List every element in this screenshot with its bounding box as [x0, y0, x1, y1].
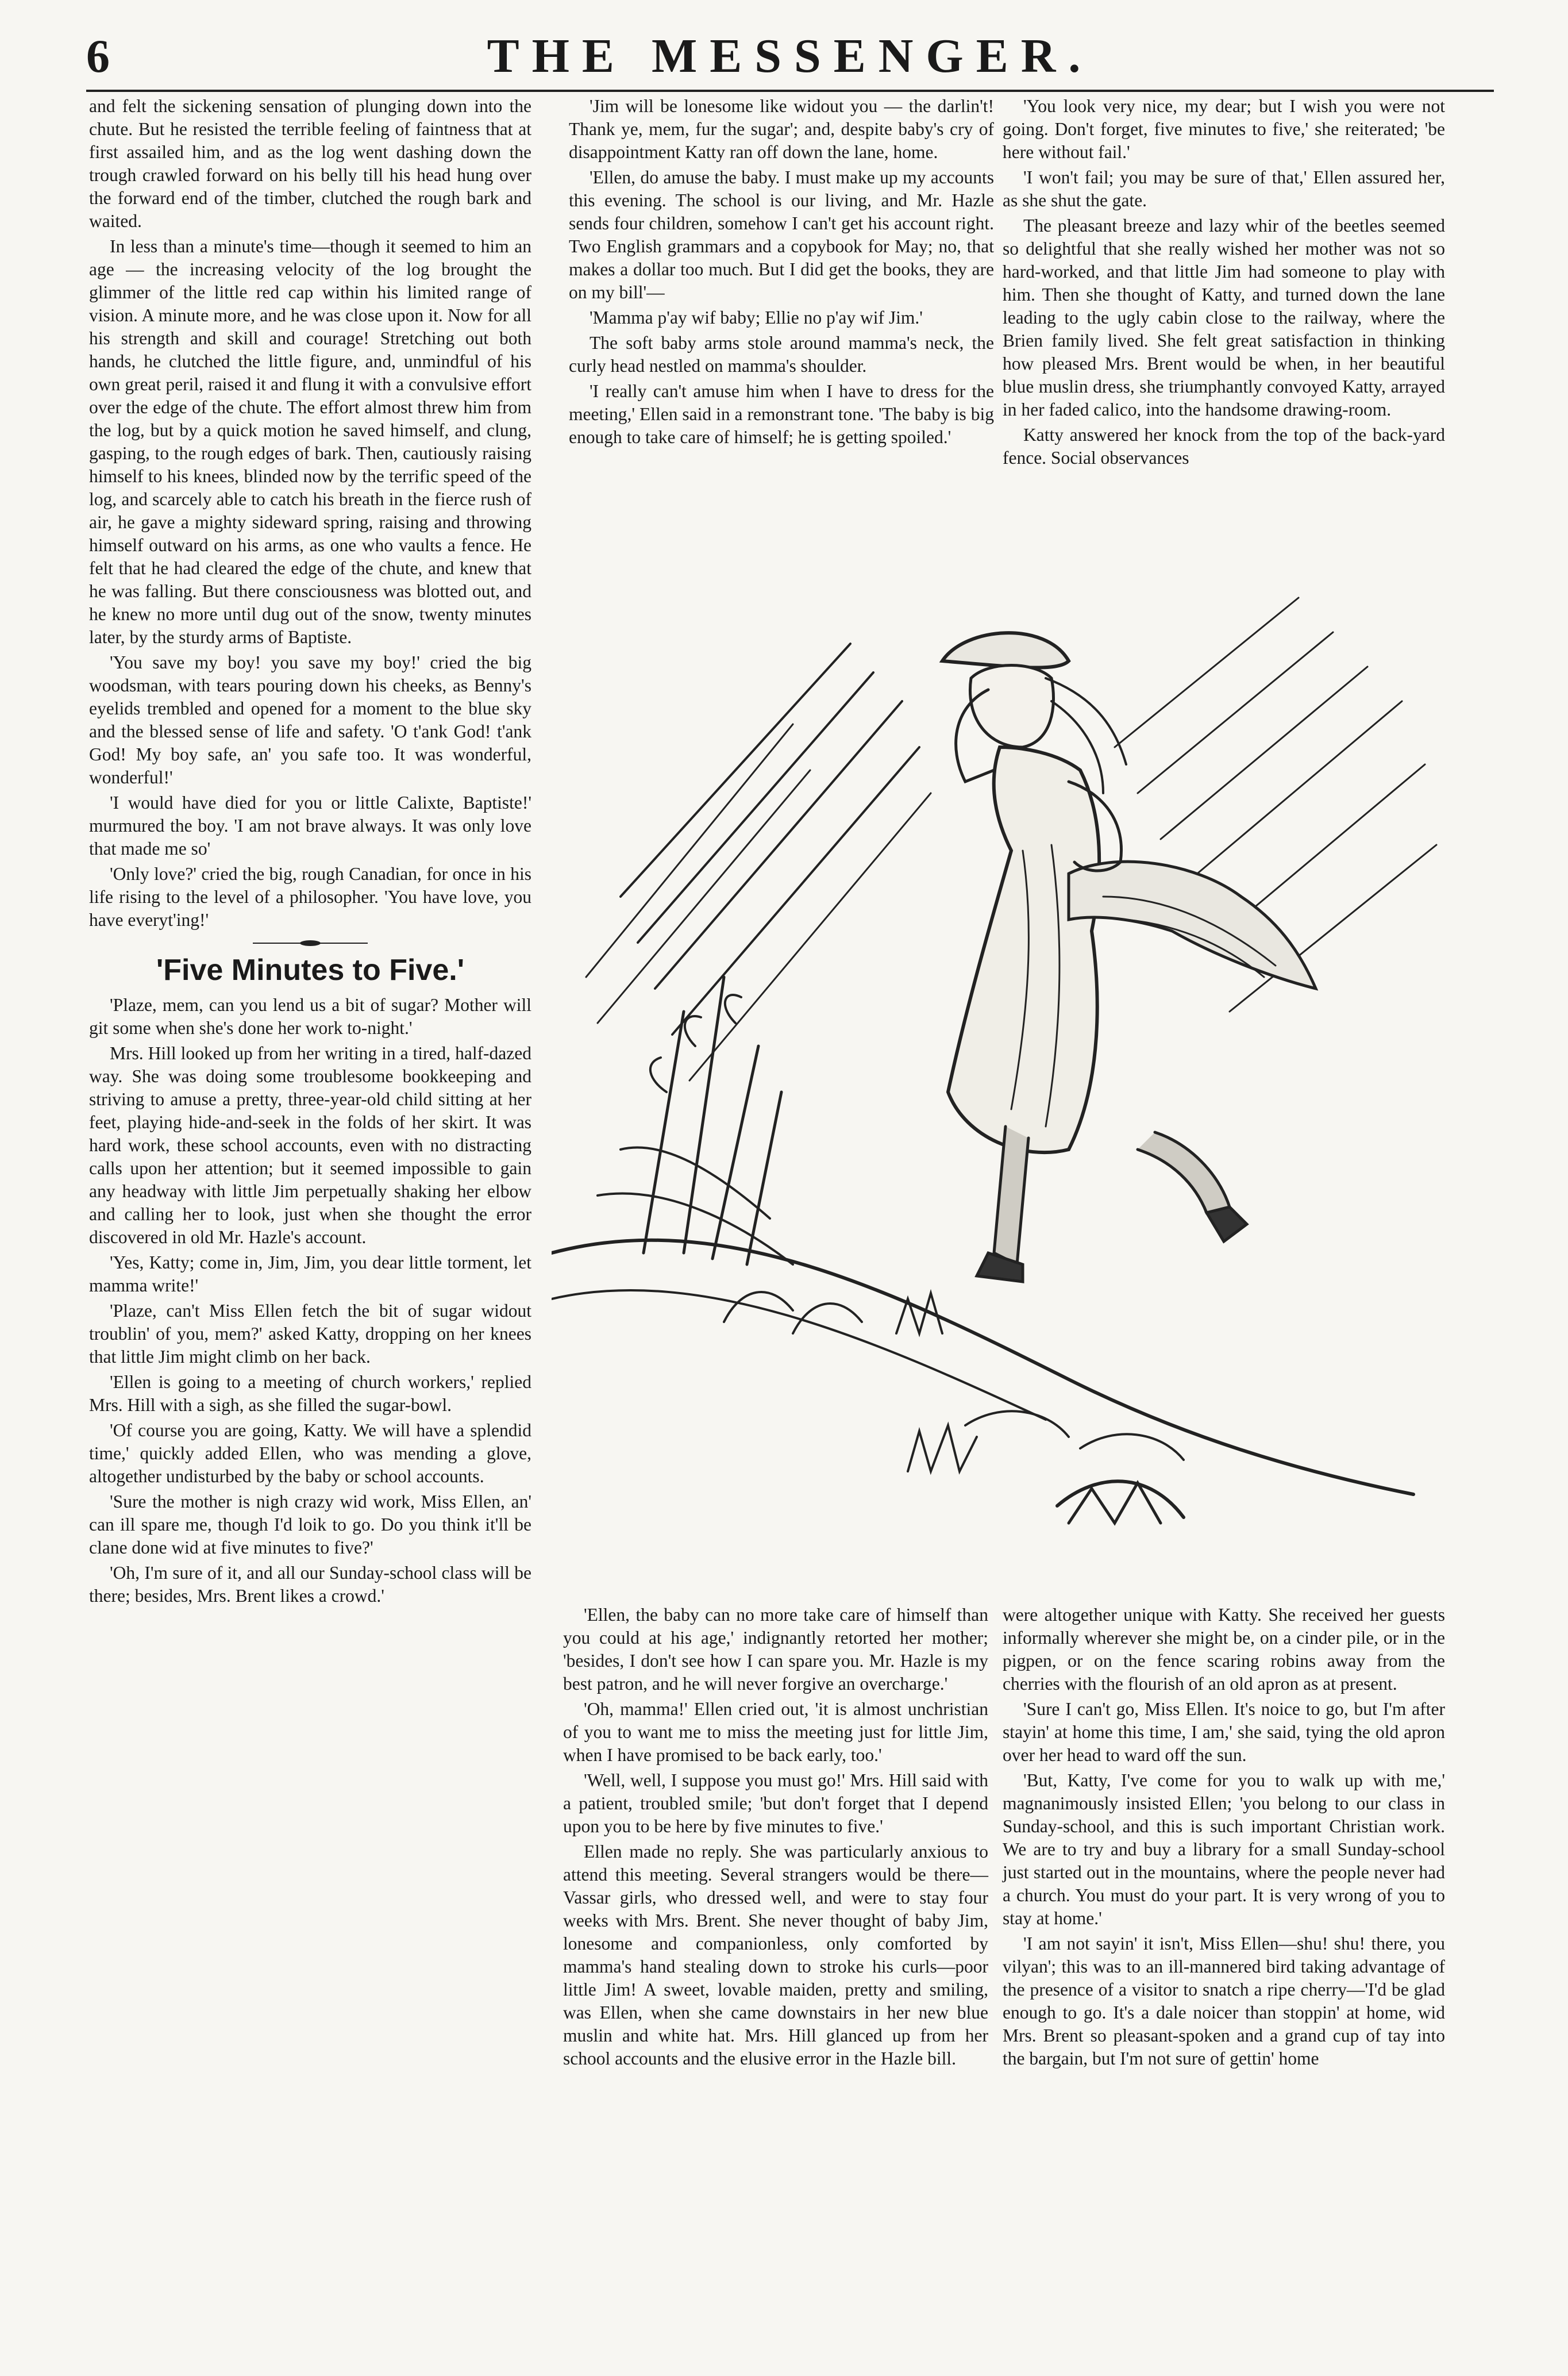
paragraph: Ellen made no reply. She was particularly anxious to attend this meeting. Several strangers would be there—Vassar girls, who dressed well, and were to stay four weeks with Mrs. Brent. She never thought of baby Jim, lonesome and companionless, only comforted by mamma's hand stealing down to stroke his curls—poor little Jim! A sweet, lovable maiden, pretty and smiling, was Ellen, when she came downstairs in her new blue muslin and white hat. Mrs. Hill glanced up from her school accounts and the elusive error in the Hazle bill. — [563, 1841, 988, 2069]
paragraph: 'Ellen is going to a meeting of church workers,' replied Mrs. Hill with a sigh, as she filled the sugar-bowl. — [89, 1372, 531, 1415]
paragraph: 'Well, well, I suppose you must go!' Mrs. Hill said with a patient, troubled smile; 'but don't forget that I depend upon you to be here by five minutes to five.' — [563, 1770, 988, 1836]
paragraph: and felt the sickening sensation of plunging down into the chute. But he resisted the terrible feeling of faintness that at first assailed him, and as the log went dashing down the trough crawled forward on his belly till his head hung over the forward end of the timber, clutched the rough bark and waited. — [89, 96, 531, 231]
column-3-bottom — [1003, 1604, 1445, 2073]
newspaper-title: THE MESSENGER. — [487, 29, 1093, 83]
masthead — [86, 28, 1494, 91]
paragraph: were altogether unique with Katty. She received her guests informally wherever she might be, on a cinder pile, or in the pigpen, or on the fence scaring robins away from the cherries with the flourish of an old apron as at present. — [1003, 1605, 1445, 1694]
paragraph: 'Yes, Katty; come in, Jim, Jim, you dear little torment, let mamma write!' — [89, 1252, 531, 1295]
paragraph: 'You look very nice, my dear; but I wish you were not going. Don't forget, five minutes to five,' she reiterated; 'be here without fail.' — [1003, 96, 1445, 162]
masthead-rule — [86, 90, 1494, 92]
paragraph: The pleasant breeze and lazy whir of the beetles seemed so delightful that she really wished her mother was not so hard-worked, and that little Jim had someone to play with him. Then she thought of Katty, and turned down the lane leading to the ugly cabin close to the railway, where the Brien family lived. She felt great satisfaction in thinking how pleased Mrs. Brent would be when, in her beautiful blue muslin dress, she triumphantly convoyed Katty, arrayed in her faded calico, into the handsome drawing-room. — [1003, 216, 1445, 420]
paragraph: 'Only love?' cried the big, rough Canadian, for once in his life rising to the level of a philosopher. 'You have love, you have everyt'ing!' — [89, 864, 531, 930]
paragraph: The soft baby arms stole around mamma's neck, the curly head nestled on mamma's shoulder. — [569, 333, 994, 376]
paragraph: 'Jim will be lonesome like widout you — the darlin't! Thank ye, mem, fur the sugar'; and, despite baby's cry of disappointment Katty ran off down the lane, home. — [569, 96, 994, 162]
column-2-bottom — [563, 1604, 988, 2073]
paragraph: 'Of course you are going, Katty. We will have a splendid time,' quickly added Ellen, who was mending a glove, altogether undisturbed by the baby or school accounts. — [89, 1420, 531, 1486]
paragraph: 'But, Katty, I've come for you to walk up with me,' magnanimously insisted Ellen; 'you belong to our class in Sunday-school, and this is such important Christian work. We are to try and buy a library for a small Sunday-school just started out in the mountains, where the people never had a church. You must do your part. It is very wrong of you to stay at home.' — [1003, 1770, 1445, 1928]
paragraph: 'I would have died for you or little Calixte, Baptiste!' murmured the boy. 'I am not brave always. It was only love that made me so' — [89, 793, 531, 859]
paragraph: 'Mamma p'ay wif baby; Ellie no p'ay wif Jim.' — [590, 307, 923, 328]
paragraph: 'I won't fail; you may be sure of that,' Ellen assured her, as she shut the gate. — [1003, 167, 1445, 210]
story-title: 'Five Minutes to Five.' — [156, 954, 465, 987]
girl-running-illustration — [552, 575, 1448, 1598]
paragraph: 'Ellen, do amuse the baby. I must make up my accounts this evening. The school is our living, and Mr. Hazle sends four children, somehow I can't get his account right. Two English grammars and a copybook for May; no, that makes a dollar too much. But I did get the books, they are on my bill'— — [569, 167, 994, 302]
paragraph: 'Plaze, can't Miss Ellen fetch the bit of sugar widout troublin' of you, mem?' asked Katty, dropping on her knees that little Jim might climb on her back. — [89, 1301, 531, 1367]
paragraph: 'I really can't amuse him when I have to dress for the meeting,' Ellen said in a remonstrant tone. 'The baby is big enough to take care of himself; he is getting spoiled.' — [569, 381, 994, 447]
page-number: 6 — [86, 30, 110, 82]
paragraph: 'You save my boy! you save my boy!' cried the big woodsman, with tears pouring down his cheeks, as Benny's eyelids trembled and opened for a moment to the blue sky and the blessed sense of life and safety. 'O t'ank God! t'ank God! My boy safe, an' you safe too. It was wonderful, wonderful!' — [89, 652, 531, 787]
paragraph: 'Oh, mamma!' Ellen cried out, 'it is almost unchristian of you to want me to miss the meeting just for little Jim, when I have promised to be back early, too.' — [563, 1699, 988, 1765]
paragraph: 'Sure I can't go, Miss Ellen. It's noice to go, but I'm after stayin' at home this time, I am,' she said, tying the old apron over her head to ward off the sun. — [1003, 1699, 1445, 1765]
column-1 — [89, 95, 531, 1610]
column-3-top — [1003, 95, 1445, 472]
paragraph: Katty answered her knock from the top of the back-yard fence. Social observances — [1003, 425, 1445, 468]
paragraph: 'Sure the mother is nigh crazy wid work, Miss Ellen, an' can ill spare me, though I'd loik to go. Do you think it'll be clane done wid at five minutes to five?' — [89, 1491, 531, 1558]
paragraph: 'Ellen, the baby can no more take care of himself than you could at his age,' indignantly retorted her mother; 'besides, I don't see how I can spare you. Mr. Hazle is my best patron, and he will never forgive an overcharge.' — [563, 1605, 988, 1694]
story-separator — [253, 940, 368, 947]
paragraph: 'I am not sayin' it isn't, Miss Ellen—shu! shu! there, you vilyan'; this was to an ill-mannered bird taking advantage of the presence of a visitor to snatch a ripe cherry—'I'd be glad enough to go. It's a dale noicer than stoppin' at home, wid Mrs. Brent so pleasant-spoken and a grand cup of tay into the bargain, but I'm not sure of gettin' home — [1003, 1933, 1445, 2069]
paragraph: Mrs. Hill looked up from her writing in a tired, half-dazed way. She was doing some troublesome bookkeeping and striving to amuse a pretty, three-year-old child sitting at her feet, playing hide-and-seek in the folds of her skirt. It was hard work, these school accounts, even with no distracting calls upon her attention; but it seemed impossible to gain any headway with little Jim perpetually shaking her elbow and calling her to look, just when she thought the error discovered in old Mr. Hazle's account. — [89, 1043, 531, 1247]
paragraph: 'Oh, I'm sure of it, and all our Sunday-school class will be there; besides, Mrs. Brent likes a crowd.' — [89, 1563, 531, 1606]
paragraph: 'Plaze, mem, can you lend us a bit of sugar? Mother will git some when she's done her work to-night.' — [89, 995, 531, 1038]
column-2-top — [569, 95, 994, 451]
paragraph: In less than a minute's time—though it seemed to him an age — the increasing velocity of the log brought the glimmer of the little red cap within his limited range of vision. A minute more, and he was close upon it. Now for all his strength and skill and courage! Stretching out both hands, he clutched the little figure, and, unmindful of his own great peril, raised it and flung it with a convulsive effort over the edge of the chute. The effort almost threw him from the log, but by a quick motion he saved himself, and clung, gasping, to the rough edges of bark. Then, cautiously raising himself to his knees, blinded now by the terrific speed of the log, and scarcely able to catch his breath in the fierce rush of air, he gave a mighty sideward spring, raising and throwing himself outward on his arms, as one who vaults a fence. He felt that he had cleared the edge of the chute, and knew that he was falling. But there consciousness was blotted out, and he knew no more until dug out of the snow, twenty minutes later, by the sturdy arms of Baptiste. — [89, 236, 531, 647]
